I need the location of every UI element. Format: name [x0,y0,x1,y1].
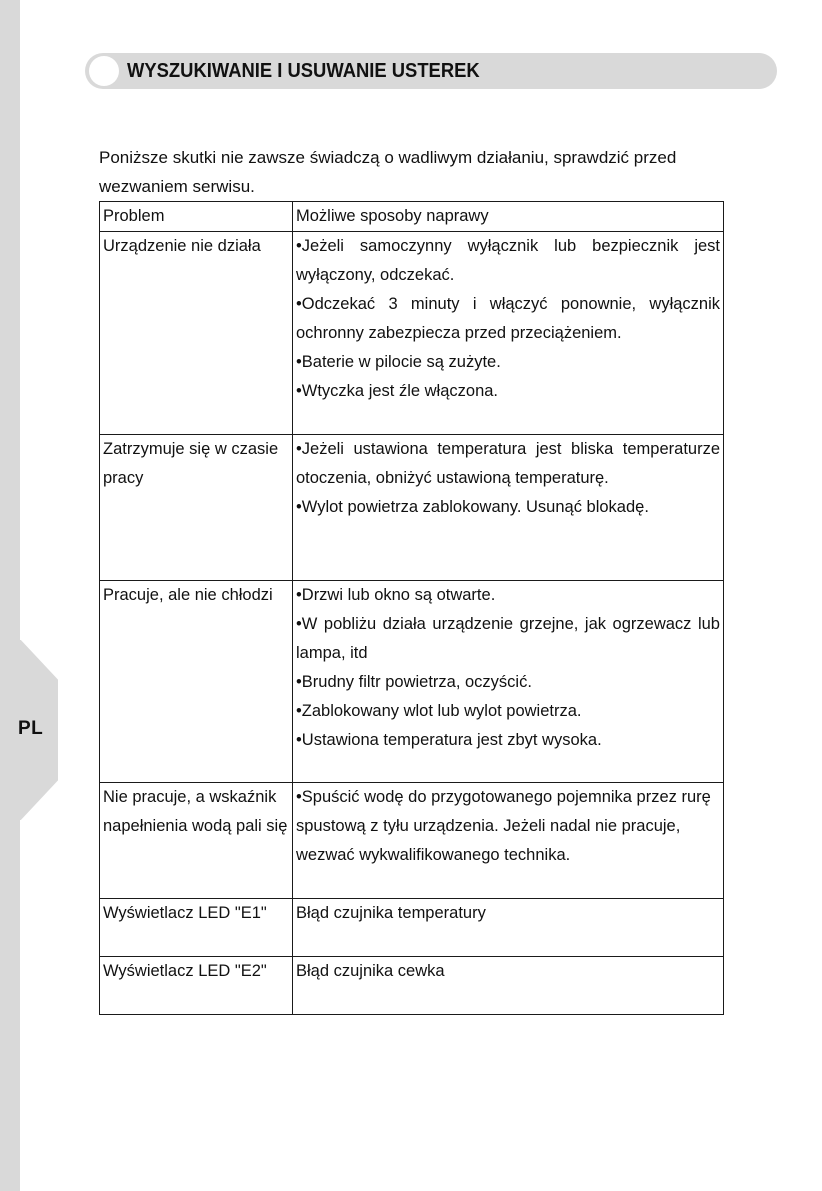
solutions-cell [293,957,724,1015]
solutions-cell [293,899,724,957]
side-strip [0,0,20,1191]
problem-cell: Urządzenie nie działa [100,232,293,435]
solution-item: •Brudny filtr powietrza, oczyścić. [296,673,532,691]
table-row [100,581,724,783]
table-row [100,435,724,581]
problem-cell: Wyświetlacz LED "E2" [100,957,293,1015]
solution-item: •Spuścić wodę do przygotowanego pojemnika przez rurę spustową z tyłu urządzenia. Jeżeli nadal nie pracuje, wezwać wykwalifikowanego technika. [296,788,711,864]
solution-item: •Wylot powietrza zablokowany. Usunąć blokadę. [296,498,649,516]
header-problem: Problem [100,202,293,232]
language-label: PL [18,718,44,739]
solution-item: •Ustawiona temperatura jest zbyt wysoka. [296,731,602,749]
header-solutions: Możliwe sposoby naprawy [293,202,724,232]
problem-cell: Pracuje, ale nie chłodzi [100,581,293,783]
problem-cell: Wyświetlacz LED "E1" [100,899,293,957]
troubleshooting-table [99,201,724,1015]
table-row [100,957,724,1015]
solution-item: •Wtyczka jest źle włączona. [296,382,499,400]
solutions-cell [293,435,724,581]
solution-item: •Drzwi lub okno są otwarte. [296,586,496,604]
solution-item: •Jeżeli samoczynny wyłącznik lub bezpiecznik jest wyłączony, odczekać. [296,237,720,284]
intro-paragraph: Poniższe skutki nie zawsze świadczą o wadliwym działaniu, sprawdzić przed wezwaniem serwisu. [99,148,677,196]
solution-item: Błąd czujnika temperatury [296,904,486,922]
solutions-cell [293,581,724,783]
section-title: WYSZUKIWANIE I USUWANIE USTEREK [127,60,480,82]
table-header-row [100,202,724,232]
table-row [100,899,724,957]
solution-item: Błąd czujnika cewka [296,962,445,980]
solutions-cell [293,232,724,435]
solutions-cell [293,783,724,899]
solution-item: •Baterie w pilocie są zużyte. [296,353,501,371]
solution-item: •W pobliżu działa urządzenie grzejne, jak ogrzewacz lub lampa, itd [296,615,720,662]
header-circle-icon [89,56,119,86]
solution-item: •Odczekać 3 minuty i włączyć ponownie, wyłącznik ochronny zabezpiecza przed przeciążeniem. [296,295,720,342]
solution-item: •Zablokowany wlot lub wylot powietrza. [296,702,582,720]
problem-cell: Zatrzymuje się w czasie pracy [100,435,293,581]
problem-cell: Nie pracuje, a wskaźnik napełnienia wodą pali się [100,783,293,899]
table-row [100,783,724,899]
solution-item: •Jeżeli ustawiona temperatura jest bliska temperaturze otoczenia, obniżyć ustawioną temperaturę. [296,440,720,487]
table-row [100,232,724,435]
